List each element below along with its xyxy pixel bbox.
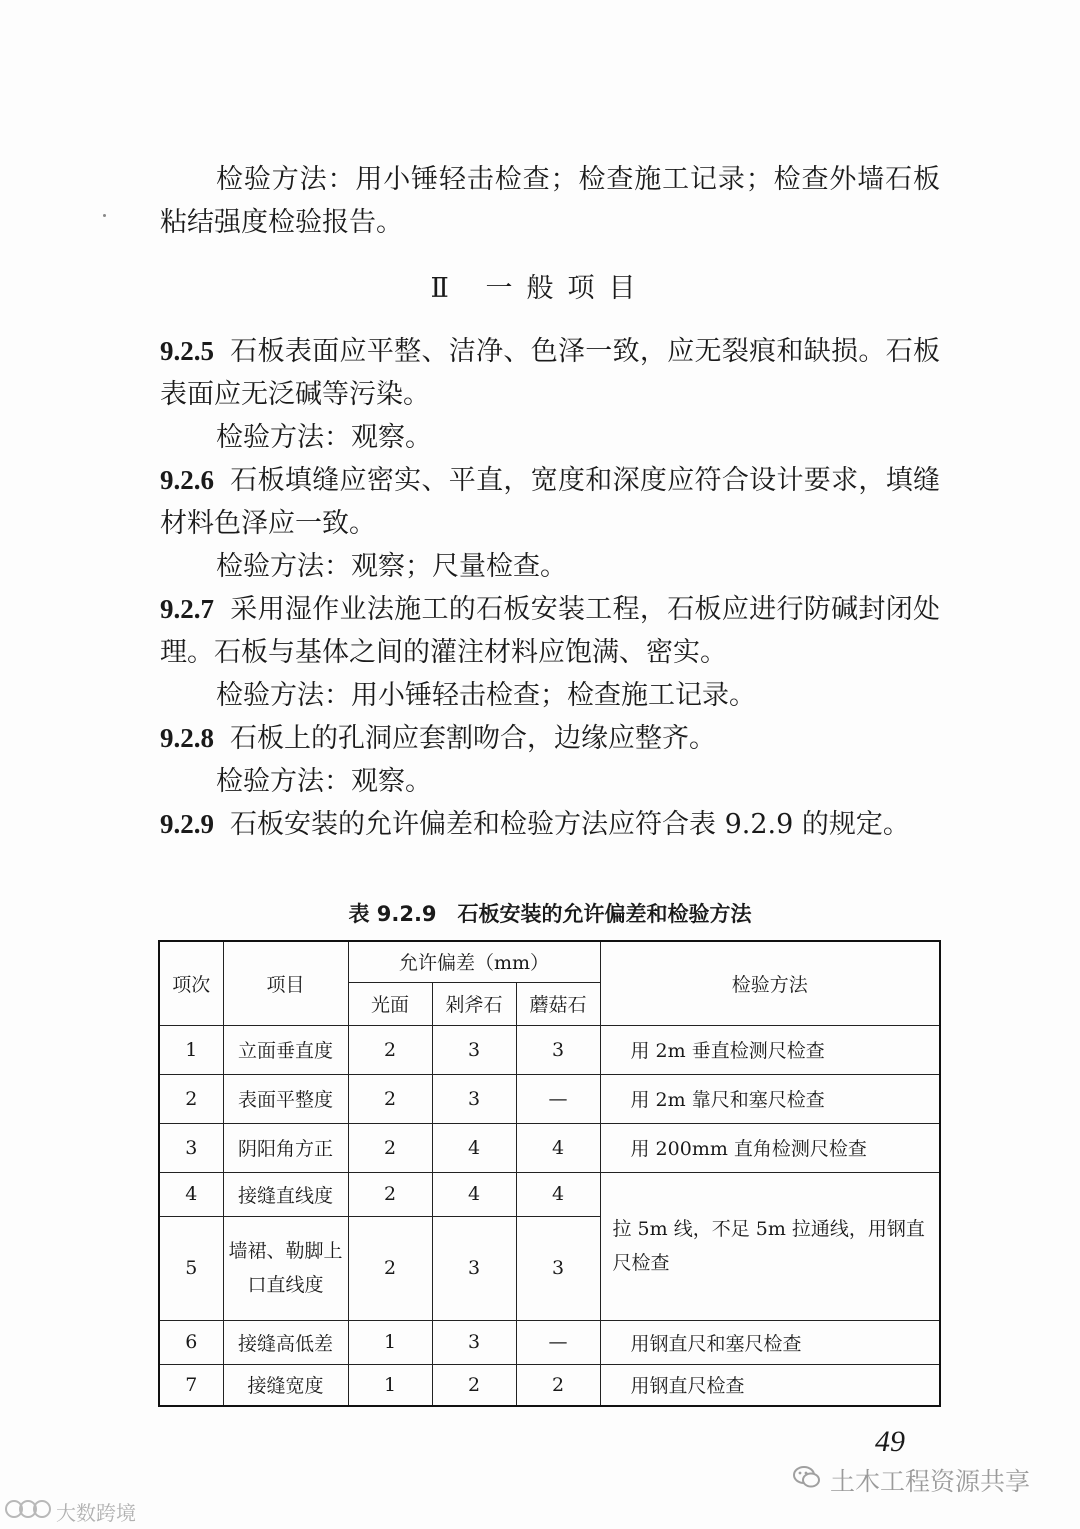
table-header-row	[159, 941, 940, 982]
cell-axed: 4	[432, 1172, 516, 1216]
header-mushroom: 蘑菇石	[516, 982, 600, 1025]
cell-no: 6	[159, 1320, 223, 1364]
cell-no: 7	[159, 1364, 223, 1406]
cell-no: 5	[159, 1216, 223, 1320]
cell-no: 2	[159, 1074, 223, 1123]
clause-9-2-9	[160, 803, 940, 846]
watermark-left-text: 大数跨境	[56, 1501, 136, 1525]
clause-9-2-8	[160, 717, 940, 760]
cell-item: 接缝宽度	[223, 1364, 348, 1406]
table-row	[159, 1123, 940, 1172]
paragraph-text: 检验方法：用小锤轻击检查；检查施工记录；检查外墙石板粘结强度检验报告。	[160, 164, 940, 238]
cell-axed: 4	[432, 1123, 516, 1172]
cell-method: 用钢直尺和塞尺检查	[600, 1320, 940, 1364]
clause-text: 石板表面应平整、洁净、色泽一致，应无裂痕和缺损。石板表面应无泛碱等污染。	[160, 336, 940, 410]
clause-text: 石板填缝应密实、平直，宽度和深度应符合设计要求，填缝材料色泽应一致。	[160, 465, 940, 539]
cell-polished: 1	[348, 1364, 432, 1406]
cell-item: 阴阳角方正	[223, 1123, 348, 1172]
cell-mushroom: —	[516, 1074, 600, 1123]
cell-polished: 2	[348, 1123, 432, 1172]
cell-mushroom: 2	[516, 1364, 600, 1406]
cell-no: 1	[159, 1025, 223, 1074]
header-axed: 剁斧石	[432, 982, 516, 1025]
header-method: 检验方法	[600, 941, 940, 1025]
logo-icon	[4, 1497, 52, 1526]
clause-9-2-8-method: 检验方法：观察。	[216, 766, 432, 797]
cell-item: 墙裙、勒脚上口直线度	[223, 1216, 348, 1320]
cell-method: 用 2m 垂直检测尺检查	[600, 1025, 940, 1074]
cell-polished: 2	[348, 1074, 432, 1123]
clause-number: 9.2.8	[160, 723, 214, 753]
header-item: 项目	[223, 941, 348, 1025]
clause-number: 9.2.6	[160, 465, 214, 495]
cell-method: 用 200mm 直角检测尺检查	[600, 1123, 940, 1172]
cell-axed: 3	[432, 1216, 516, 1320]
cell-no: 3	[159, 1123, 223, 1172]
clause-9-2-5	[160, 330, 940, 416]
cell-axed: 2	[432, 1364, 516, 1406]
clause-9-2-6	[160, 459, 940, 545]
header-item-no: 项次	[159, 941, 223, 1025]
header-polished: 光面	[348, 982, 432, 1025]
clause-number: 9.2.5	[160, 336, 214, 366]
cell-polished: 2	[348, 1025, 432, 1074]
cell-method: 用钢直尺检查	[600, 1364, 940, 1406]
table-row	[159, 1025, 940, 1074]
cell-no: 4	[159, 1172, 223, 1216]
cell-axed: 3	[432, 1025, 516, 1074]
cell-method-merged: 拉 5m 线，不足 5m 拉通线，用钢直尺检查	[600, 1172, 940, 1320]
wechat-icon	[792, 1464, 822, 1496]
clause-9-2-7	[160, 588, 940, 674]
table-row	[159, 1172, 940, 1216]
clause-number: 9.2.7	[160, 594, 214, 624]
section-heading: Ⅱ 一般项目	[430, 273, 650, 304]
cell-item: 接缝高低差	[223, 1320, 348, 1364]
tolerance-table	[158, 940, 941, 1407]
header-tolerance-group: 允许偏差（mm）	[348, 941, 600, 982]
watermark-right	[792, 1462, 1030, 1498]
clause-number: 9.2.9	[160, 809, 214, 839]
clause-9-2-7-method: 检验方法：用小锤轻击检查；检查施工记录。	[216, 680, 756, 711]
watermark-right-text: 土木工程资源共享	[830, 1467, 1031, 1496]
table-title: 表 9.2.9 石板安装的允许偏差和检验方法	[348, 902, 752, 926]
cell-mushroom: —	[516, 1320, 600, 1364]
cell-mushroom: 4	[516, 1172, 600, 1216]
table-row	[159, 1364, 940, 1406]
cell-mushroom: 4	[516, 1123, 600, 1172]
cell-method: 用 2m 靠尺和塞尺检查	[600, 1074, 940, 1123]
table-row	[159, 1074, 940, 1123]
cell-item: 接缝直线度	[223, 1172, 348, 1216]
cell-item: 立面垂直度	[223, 1025, 348, 1074]
cell-mushroom: 3	[516, 1025, 600, 1074]
clause-text: 采用湿作业法施工的石板安装工程，石板应进行防碱封闭处理。石板与基体之间的灌注材料应饱满、密实。	[160, 594, 940, 668]
paragraph-inspection-method-intro	[160, 158, 940, 244]
cell-mushroom: 3	[516, 1216, 600, 1320]
margin-mark	[103, 214, 106, 217]
clause-text: 石板安装的允许偏差和检验方法应符合表 9.2.9 的规定。	[230, 809, 910, 840]
clause-9-2-6-method: 检验方法：观察；尺量检查。	[216, 551, 567, 582]
cell-item: 表面平整度	[223, 1074, 348, 1123]
watermark-left	[4, 1497, 136, 1526]
table-row	[159, 1320, 940, 1364]
cell-polished: 1	[348, 1320, 432, 1364]
clause-text: 石板上的孔洞应套割吻合，边缘应整齐。	[230, 723, 716, 754]
cell-axed: 3	[432, 1074, 516, 1123]
cell-axed: 3	[432, 1320, 516, 1364]
cell-polished: 2	[348, 1216, 432, 1320]
clause-9-2-5-method: 检验方法：观察。	[216, 422, 432, 453]
page-number: 49	[875, 1425, 905, 1458]
cell-polished: 2	[348, 1172, 432, 1216]
